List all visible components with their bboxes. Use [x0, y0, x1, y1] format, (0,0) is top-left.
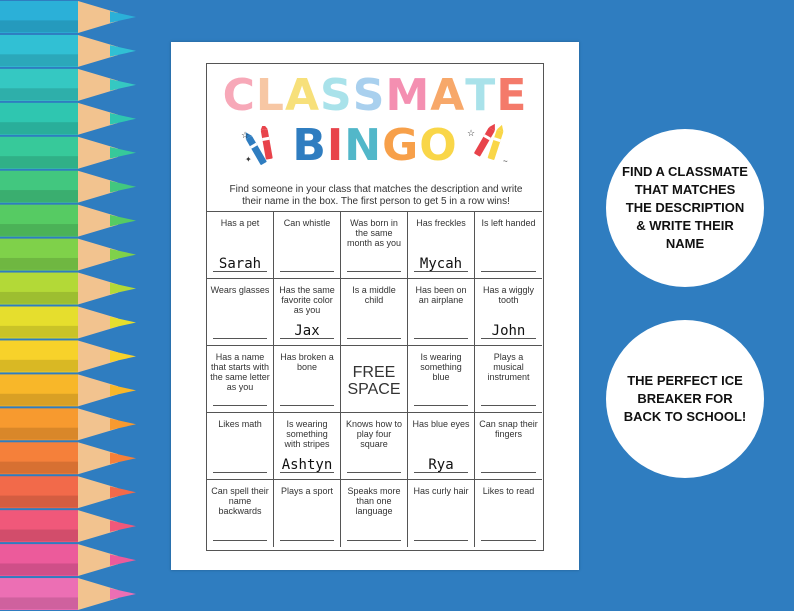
name-write-line — [213, 405, 267, 406]
title-classmate — [207, 72, 543, 120]
title-classmate-letter: T — [465, 70, 497, 121]
cell-prompt: Wears glasses — [210, 285, 270, 295]
handwritten-name: Mycah — [419, 256, 463, 272]
cell-prompt: Can snap their fingers — [479, 419, 538, 439]
crayons-right-icon — [465, 124, 513, 170]
colored-pencils-decoration — [0, 0, 150, 611]
bingo-frame — [206, 63, 544, 551]
title-bingo-letter: G — [382, 120, 420, 171]
bingo-cell[interactable] — [408, 413, 475, 480]
name-write-line — [347, 338, 401, 339]
svg-text:✦: ✦ — [245, 155, 252, 164]
instructions-text: Find someone in your class that matches the description and write their name in the box. The first person to get 5 in a row wins! — [229, 184, 523, 207]
cell-prompt: Has a wiggly tooth — [482, 285, 535, 305]
bingo-cell[interactable] — [341, 480, 408, 547]
cell-prompt: Has broken a bone — [280, 352, 334, 372]
title-classmate-letter: L — [255, 70, 285, 121]
pencil — [0, 273, 136, 305]
cell-prompt: Has a name that starts with the same letter as you — [210, 352, 270, 392]
title-classmate-letter: S — [352, 70, 386, 121]
svg-text:~: ~ — [503, 157, 508, 166]
cell-prompt: Has the same favorite color as you — [279, 285, 335, 315]
pencil — [0, 171, 136, 203]
badge-find-classmate: FIND A CLASSMATE THAT MATCHES THE DESCRIPTION & WRITE THEIR NAME — [606, 129, 764, 287]
cell-prompt: Has curly hair — [413, 486, 469, 496]
pencil — [0, 578, 136, 610]
title-bingo-letter: N — [344, 120, 383, 171]
cell-prompt: Has a pet — [220, 218, 260, 228]
svg-text:☆: ☆ — [241, 130, 250, 140]
bingo-cell[interactable] — [274, 480, 341, 547]
bingo-cell[interactable] — [207, 212, 274, 279]
pencil — [0, 307, 136, 339]
name-write-line — [280, 405, 334, 406]
bingo-cell[interactable] — [408, 279, 475, 346]
handwritten-name: Sarah — [218, 256, 262, 272]
bingo-cell[interactable] — [408, 212, 475, 279]
bingo-cell[interactable] — [207, 480, 274, 547]
bingo-cell[interactable] — [408, 346, 475, 413]
cell-prompt: FREE SPACE — [347, 364, 401, 398]
bingo-cell[interactable] — [274, 413, 341, 480]
pencil — [0, 374, 136, 406]
name-write-line — [481, 472, 536, 473]
bingo-cell[interactable] — [274, 346, 341, 413]
cell-prompt: Knows how to play four square — [345, 419, 403, 449]
title-bingo-letter: B — [292, 120, 327, 171]
free-space-cell — [341, 346, 408, 413]
cell-prompt: Has been on an airplane — [415, 285, 467, 305]
name-write-line — [414, 338, 468, 339]
bingo-cell[interactable] — [207, 346, 274, 413]
bingo-cell[interactable] — [475, 279, 542, 346]
title-bingo-letter: O — [419, 120, 458, 171]
cell-prompt: Plays a musical instrument — [487, 352, 530, 382]
pencil — [0, 35, 136, 67]
title-classmate-letter: A — [430, 70, 466, 121]
bingo-cell[interactable] — [475, 413, 542, 480]
pencil — [0, 69, 136, 101]
bingo-sheet — [171, 42, 579, 570]
pencil — [0, 442, 136, 474]
bingo-cell[interactable] — [341, 279, 408, 346]
bingo-cell[interactable] — [475, 346, 542, 413]
handwritten-name: Rya — [428, 457, 454, 473]
cell-prompt: Can spell their name backwards — [211, 486, 269, 516]
cell-prompt: Likes math — [218, 419, 262, 429]
pencil — [0, 340, 136, 372]
title-classmate-letter: S — [320, 70, 353, 121]
cell-prompt: Plays a sport — [280, 486, 334, 496]
bingo-cell[interactable] — [341, 413, 408, 480]
cell-prompt: Is wearing something with stripes — [284, 419, 330, 449]
handwritten-name: John — [491, 323, 526, 339]
cell-prompt: Has blue eyes — [412, 419, 470, 429]
svg-text:☆: ☆ — [467, 128, 476, 138]
bingo-grid — [207, 211, 542, 547]
cell-prompt: Was born in the same month as you — [346, 218, 402, 248]
pencil — [0, 103, 136, 135]
name-write-line — [213, 540, 267, 541]
crayons-left-icon — [239, 126, 287, 172]
badge-ice-breaker: THE PERFECT ICE BREAKER FOR BACK TO SCHOOL! — [606, 320, 764, 478]
cell-prompt: Likes to read — [482, 486, 535, 496]
name-write-line — [280, 540, 334, 541]
title-classmate-letter: C — [222, 70, 256, 121]
name-write-line — [347, 472, 401, 473]
title-classmate-letter: A — [284, 70, 321, 121]
bingo-cell[interactable] — [408, 480, 475, 547]
handwritten-name: Jax — [294, 323, 320, 339]
pencil — [0, 510, 136, 542]
name-write-line — [414, 405, 468, 406]
cell-prompt: Can whistle — [283, 218, 331, 228]
cell-prompt: Is a middle child — [352, 285, 396, 305]
bingo-cell[interactable] — [207, 413, 274, 480]
bingo-cell[interactable] — [475, 480, 542, 547]
bingo-cell[interactable] — [475, 212, 542, 279]
pencil — [0, 1, 136, 33]
name-write-line — [414, 540, 468, 541]
pencil — [0, 408, 136, 440]
name-write-line — [481, 405, 536, 406]
cell-prompt: Is wearing something blue — [420, 352, 462, 382]
pencil — [0, 239, 136, 271]
title-classmate-letter: E — [496, 70, 528, 121]
cell-prompt: Is left handed — [481, 218, 536, 228]
name-write-line — [481, 271, 536, 272]
name-write-line — [347, 271, 401, 272]
name-write-line — [481, 540, 536, 541]
cell-prompt: Has freckles — [416, 218, 466, 228]
pencil — [0, 205, 136, 237]
title-bingo-letter: I — [326, 120, 345, 171]
name-write-line — [213, 472, 267, 473]
pencil — [0, 137, 136, 169]
name-write-line — [280, 271, 334, 272]
pencil — [0, 476, 136, 508]
bingo-cell[interactable] — [207, 279, 274, 346]
handwritten-name: Ashtyn — [281, 457, 333, 473]
title-classmate-letter: M — [385, 70, 431, 121]
bingo-cell[interactable] — [274, 212, 341, 279]
bingo-cell[interactable] — [274, 279, 341, 346]
pencil — [0, 544, 136, 576]
bingo-cell[interactable] — [341, 212, 408, 279]
cell-prompt: Speaks more than one language — [347, 486, 401, 516]
name-write-line — [347, 540, 401, 541]
name-write-line — [213, 338, 267, 339]
